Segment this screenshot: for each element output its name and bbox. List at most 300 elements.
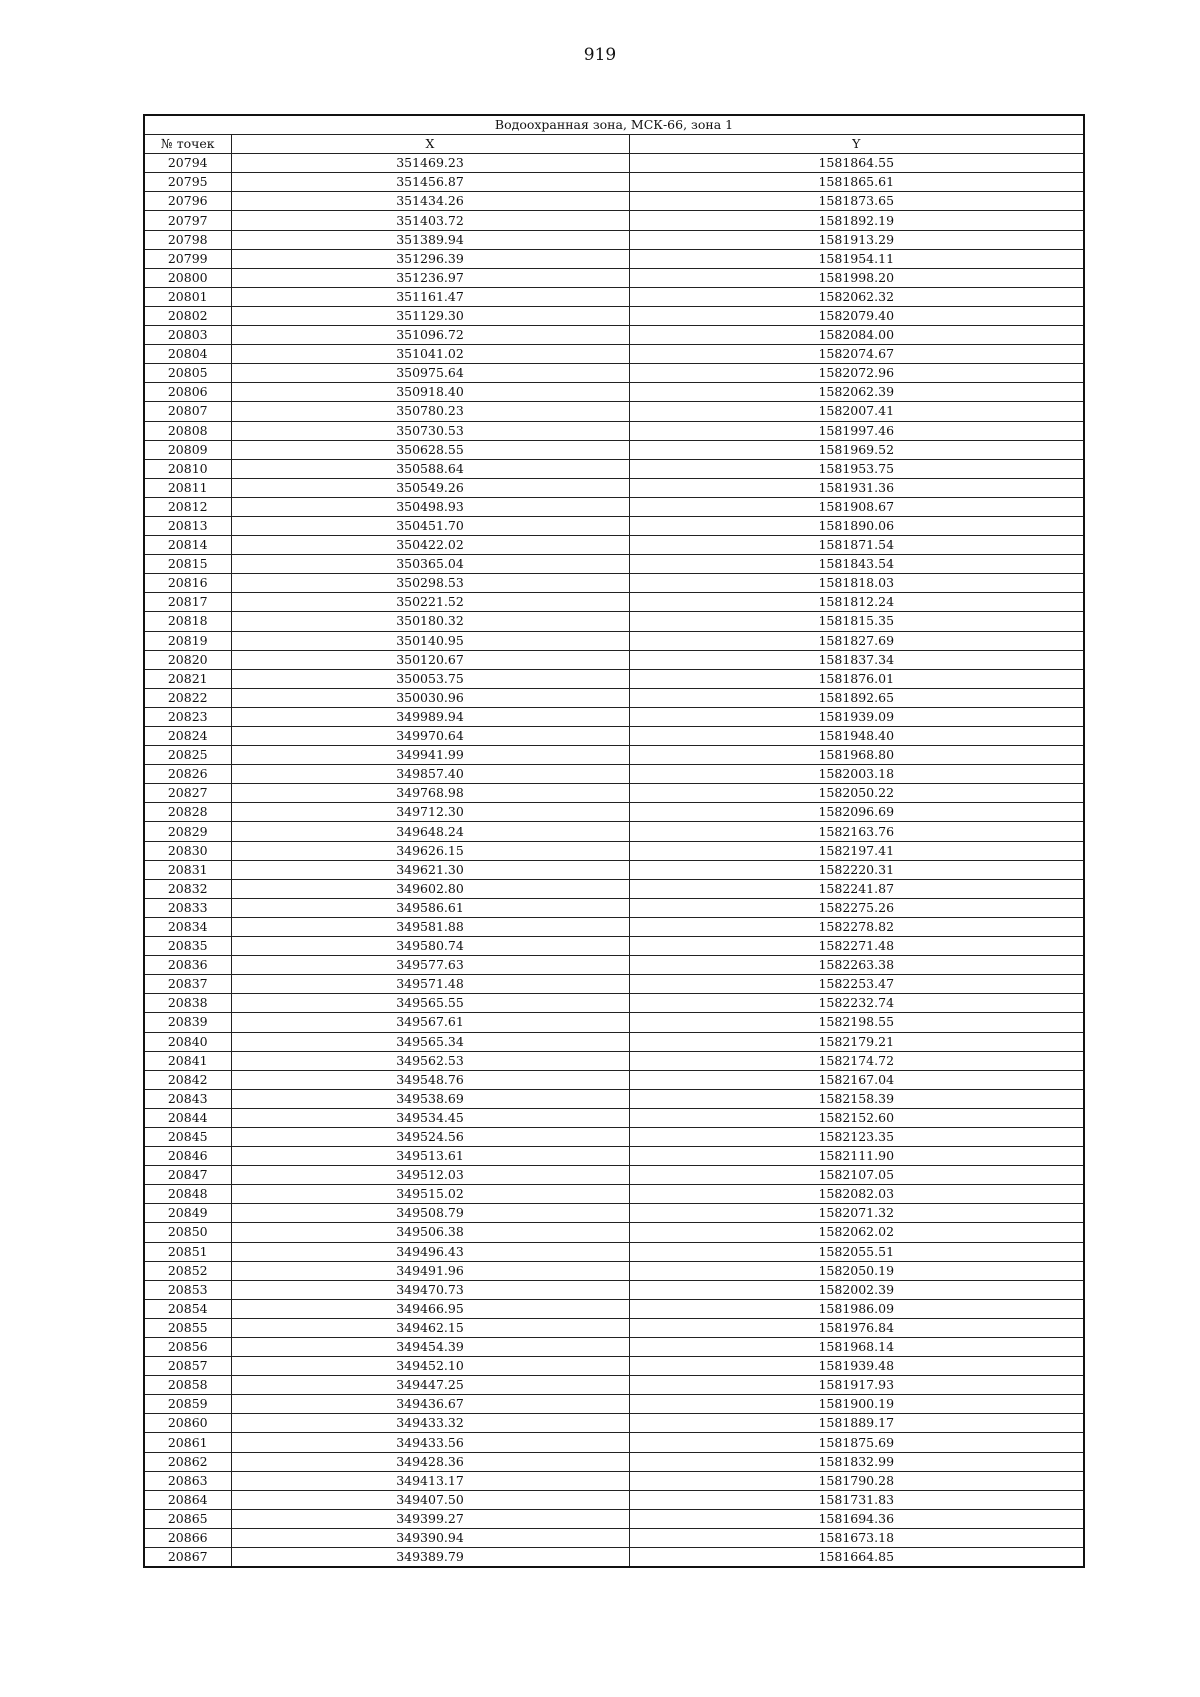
x-coordinate-cell: 350451.70 xyxy=(231,516,629,535)
x-coordinate-cell: 349462.15 xyxy=(231,1318,629,1337)
y-coordinate-cell: 1582003.18 xyxy=(629,765,1084,784)
y-coordinate-cell: 1582152.60 xyxy=(629,1108,1084,1127)
table-row xyxy=(144,784,1084,803)
x-coordinate-cell: 349496.43 xyxy=(231,1242,629,1261)
x-coordinate-cell: 349524.56 xyxy=(231,1127,629,1146)
table-row xyxy=(144,1108,1084,1127)
table-row xyxy=(144,230,1084,249)
x-coordinate-cell: 349567.61 xyxy=(231,1013,629,1032)
table-row xyxy=(144,1051,1084,1070)
y-coordinate-cell: 1582082.03 xyxy=(629,1185,1084,1204)
x-coordinate-cell: 350588.64 xyxy=(231,459,629,478)
x-coordinate-cell: 349470.73 xyxy=(231,1280,629,1299)
x-coordinate-cell: 349580.74 xyxy=(231,937,629,956)
table-row xyxy=(144,1433,1084,1452)
y-coordinate-cell: 1581939.48 xyxy=(629,1357,1084,1376)
point-number-cell: 20824 xyxy=(144,727,231,746)
point-number-cell: 20855 xyxy=(144,1318,231,1337)
x-coordinate-cell: 350140.95 xyxy=(231,631,629,650)
point-number-cell: 20821 xyxy=(144,669,231,688)
point-number-cell: 20794 xyxy=(144,154,231,173)
x-coordinate-cell: 350628.55 xyxy=(231,440,629,459)
table-row xyxy=(144,249,1084,268)
y-coordinate-cell: 1581969.52 xyxy=(629,440,1084,459)
x-coordinate-cell: 349447.25 xyxy=(231,1376,629,1395)
table-row xyxy=(144,631,1084,650)
y-coordinate-cell: 1581818.03 xyxy=(629,574,1084,593)
x-coordinate-cell: 349626.15 xyxy=(231,841,629,860)
y-coordinate-cell: 1581917.93 xyxy=(629,1376,1084,1395)
x-coordinate-cell: 349413.17 xyxy=(231,1471,629,1490)
table-row xyxy=(144,211,1084,230)
x-coordinate-cell: 349577.63 xyxy=(231,956,629,975)
x-coordinate-cell: 349970.64 xyxy=(231,727,629,746)
table-row xyxy=(144,345,1084,364)
x-coordinate-cell: 349989.94 xyxy=(231,707,629,726)
point-number-cell: 20808 xyxy=(144,421,231,440)
point-number-cell: 20804 xyxy=(144,345,231,364)
x-coordinate-cell: 349534.45 xyxy=(231,1108,629,1127)
table-row xyxy=(144,1166,1084,1185)
point-number-cell: 20811 xyxy=(144,478,231,497)
y-coordinate-cell: 1582096.69 xyxy=(629,803,1084,822)
y-coordinate-cell: 1581968.14 xyxy=(629,1338,1084,1357)
y-coordinate-cell: 1582232.74 xyxy=(629,994,1084,1013)
x-coordinate-cell: 351434.26 xyxy=(231,192,629,211)
table-row xyxy=(144,1070,1084,1089)
point-number-cell: 20856 xyxy=(144,1338,231,1357)
point-number-cell: 20846 xyxy=(144,1147,231,1166)
x-coordinate-cell: 349433.56 xyxy=(231,1433,629,1452)
table-body xyxy=(144,154,1084,1567)
point-number-cell: 20818 xyxy=(144,612,231,631)
x-coordinate-cell: 350918.40 xyxy=(231,383,629,402)
point-number-cell: 20796 xyxy=(144,192,231,211)
y-coordinate-cell: 1581790.28 xyxy=(629,1471,1084,1490)
x-coordinate-cell: 349515.02 xyxy=(231,1185,629,1204)
table-row xyxy=(144,383,1084,402)
table-row xyxy=(144,459,1084,478)
y-coordinate-cell: 1582179.21 xyxy=(629,1032,1084,1051)
table-row xyxy=(144,1414,1084,1433)
table-row xyxy=(144,994,1084,1013)
point-number-cell: 20860 xyxy=(144,1414,231,1433)
table-row xyxy=(144,1127,1084,1146)
point-number-cell: 20867 xyxy=(144,1548,231,1568)
table-row xyxy=(144,536,1084,555)
y-coordinate-cell: 1582071.32 xyxy=(629,1204,1084,1223)
point-number-cell: 20847 xyxy=(144,1166,231,1185)
table-row xyxy=(144,1185,1084,1204)
y-coordinate-cell: 1581843.54 xyxy=(629,555,1084,574)
table-row xyxy=(144,1318,1084,1337)
table-row xyxy=(144,612,1084,631)
y-coordinate-cell: 1582271.48 xyxy=(629,937,1084,956)
x-coordinate-cell: 349428.36 xyxy=(231,1452,629,1471)
point-number-cell: 20825 xyxy=(144,746,231,765)
table-row xyxy=(144,1452,1084,1471)
y-coordinate-cell: 1582007.41 xyxy=(629,402,1084,421)
point-number-cell: 20838 xyxy=(144,994,231,1013)
table-row xyxy=(144,937,1084,956)
table-row xyxy=(144,917,1084,936)
point-number-cell: 20823 xyxy=(144,707,231,726)
point-number-cell: 20845 xyxy=(144,1127,231,1146)
x-coordinate-cell: 350780.23 xyxy=(231,402,629,421)
point-number-cell: 20820 xyxy=(144,650,231,669)
y-coordinate-cell: 1581931.36 xyxy=(629,478,1084,497)
point-number-cell: 20807 xyxy=(144,402,231,421)
point-number-cell: 20830 xyxy=(144,841,231,860)
point-number-cell: 20814 xyxy=(144,536,231,555)
y-coordinate-cell: 1582062.39 xyxy=(629,383,1084,402)
x-coordinate-cell: 351041.02 xyxy=(231,345,629,364)
y-coordinate-cell: 1581731.83 xyxy=(629,1490,1084,1509)
x-coordinate-cell: 350498.93 xyxy=(231,497,629,516)
y-coordinate-cell: 1582107.05 xyxy=(629,1166,1084,1185)
y-coordinate-cell: 1581976.84 xyxy=(629,1318,1084,1337)
x-coordinate-cell: 349548.76 xyxy=(231,1070,629,1089)
y-coordinate-cell: 1581865.61 xyxy=(629,173,1084,192)
x-coordinate-cell: 349586.61 xyxy=(231,898,629,917)
x-coordinate-cell: 351456.87 xyxy=(231,173,629,192)
y-coordinate-cell: 1582197.41 xyxy=(629,841,1084,860)
y-coordinate-cell: 1582263.38 xyxy=(629,956,1084,975)
table-row xyxy=(144,1299,1084,1318)
y-coordinate-cell: 1581948.40 xyxy=(629,727,1084,746)
x-coordinate-cell: 349452.10 xyxy=(231,1357,629,1376)
y-coordinate-cell: 1581673.18 xyxy=(629,1528,1084,1547)
y-coordinate-cell: 1581892.65 xyxy=(629,688,1084,707)
y-coordinate-cell: 1582055.51 xyxy=(629,1242,1084,1261)
x-coordinate-cell: 349621.30 xyxy=(231,860,629,879)
point-number-cell: 20812 xyxy=(144,497,231,516)
y-coordinate-cell: 1582253.47 xyxy=(629,975,1084,994)
table-row xyxy=(144,1548,1084,1568)
table-row xyxy=(144,154,1084,173)
x-coordinate-cell: 349466.95 xyxy=(231,1299,629,1318)
y-coordinate-cell: 1581864.55 xyxy=(629,154,1084,173)
table-row xyxy=(144,440,1084,459)
y-coordinate-cell: 1581892.19 xyxy=(629,211,1084,230)
table-row xyxy=(144,1204,1084,1223)
y-coordinate-cell: 1581876.01 xyxy=(629,669,1084,688)
point-number-cell: 20854 xyxy=(144,1299,231,1318)
point-number-cell: 20864 xyxy=(144,1490,231,1509)
x-coordinate-cell: 351129.30 xyxy=(231,306,629,325)
y-coordinate-cell: 1581664.85 xyxy=(629,1548,1084,1568)
point-number-cell: 20862 xyxy=(144,1452,231,1471)
y-coordinate-cell: 1581889.17 xyxy=(629,1414,1084,1433)
point-number-cell: 20836 xyxy=(144,956,231,975)
y-coordinate-cell: 1582174.72 xyxy=(629,1051,1084,1070)
table-row xyxy=(144,879,1084,898)
point-number-cell: 20798 xyxy=(144,230,231,249)
x-coordinate-cell: 349454.39 xyxy=(231,1338,629,1357)
x-coordinate-cell: 351161.47 xyxy=(231,287,629,306)
point-number-cell: 20801 xyxy=(144,287,231,306)
point-number-cell: 20842 xyxy=(144,1070,231,1089)
point-number-cell: 20833 xyxy=(144,898,231,917)
point-number-cell: 20797 xyxy=(144,211,231,230)
y-coordinate-cell: 1581997.46 xyxy=(629,421,1084,440)
x-coordinate-cell: 349565.55 xyxy=(231,994,629,1013)
point-number-cell: 20829 xyxy=(144,822,231,841)
point-number-cell: 20852 xyxy=(144,1261,231,1280)
table-row xyxy=(144,688,1084,707)
x-coordinate-cell: 349581.88 xyxy=(231,917,629,936)
y-coordinate-cell: 1581827.69 xyxy=(629,631,1084,650)
table-row xyxy=(144,803,1084,822)
x-coordinate-cell: 349648.24 xyxy=(231,822,629,841)
point-number-cell: 20848 xyxy=(144,1185,231,1204)
table-row xyxy=(144,478,1084,497)
y-coordinate-cell: 1581954.11 xyxy=(629,249,1084,268)
x-coordinate-cell: 350053.75 xyxy=(231,669,629,688)
x-coordinate-cell: 349565.34 xyxy=(231,1032,629,1051)
point-number-cell: 20839 xyxy=(144,1013,231,1032)
point-number-cell: 20851 xyxy=(144,1242,231,1261)
coordinates-table xyxy=(143,114,1085,1568)
x-coordinate-cell: 350120.67 xyxy=(231,650,629,669)
table-row xyxy=(144,1280,1084,1299)
y-coordinate-cell: 1581875.69 xyxy=(629,1433,1084,1452)
table-row xyxy=(144,841,1084,860)
table-row xyxy=(144,727,1084,746)
table-row xyxy=(144,707,1084,726)
x-coordinate-cell: 349571.48 xyxy=(231,975,629,994)
x-coordinate-cell: 351236.97 xyxy=(231,268,629,287)
point-number-cell: 20841 xyxy=(144,1051,231,1070)
x-coordinate-cell: 349712.30 xyxy=(231,803,629,822)
table-row xyxy=(144,975,1084,994)
x-coordinate-cell: 349389.79 xyxy=(231,1548,629,1568)
y-coordinate-cell: 1582050.22 xyxy=(629,784,1084,803)
table-row xyxy=(144,1338,1084,1357)
x-coordinate-cell: 351389.94 xyxy=(231,230,629,249)
table-row xyxy=(144,1395,1084,1414)
x-coordinate-cell: 350180.32 xyxy=(231,612,629,631)
table-row xyxy=(144,364,1084,383)
table-row xyxy=(144,898,1084,917)
table-row xyxy=(144,192,1084,211)
x-coordinate-cell: 351296.39 xyxy=(231,249,629,268)
x-coordinate-cell: 350221.52 xyxy=(231,593,629,612)
column-header-point-number: № точек xyxy=(144,135,231,154)
x-coordinate-cell: 349538.69 xyxy=(231,1089,629,1108)
point-number-cell: 20832 xyxy=(144,879,231,898)
table-row xyxy=(144,555,1084,574)
point-number-cell: 20803 xyxy=(144,326,231,345)
point-number-cell: 20861 xyxy=(144,1433,231,1452)
point-number-cell: 20831 xyxy=(144,860,231,879)
y-coordinate-cell: 1581900.19 xyxy=(629,1395,1084,1414)
x-coordinate-cell: 349390.94 xyxy=(231,1528,629,1547)
table-row xyxy=(144,287,1084,306)
y-coordinate-cell: 1582062.32 xyxy=(629,287,1084,306)
y-coordinate-cell: 1581873.65 xyxy=(629,192,1084,211)
point-number-cell: 20840 xyxy=(144,1032,231,1051)
table-row xyxy=(144,765,1084,784)
y-coordinate-cell: 1582074.67 xyxy=(629,345,1084,364)
point-number-cell: 20809 xyxy=(144,440,231,459)
x-coordinate-cell: 349857.40 xyxy=(231,765,629,784)
point-number-cell: 20822 xyxy=(144,688,231,707)
table-row xyxy=(144,497,1084,516)
x-coordinate-cell: 350422.02 xyxy=(231,536,629,555)
point-number-cell: 20805 xyxy=(144,364,231,383)
point-number-cell: 20859 xyxy=(144,1395,231,1414)
x-coordinate-cell: 351403.72 xyxy=(231,211,629,230)
table-row xyxy=(144,1013,1084,1032)
table-title: Водоохранная зона, МСК-66, зона 1 xyxy=(144,115,1084,135)
point-number-cell: 20828 xyxy=(144,803,231,822)
y-coordinate-cell: 1581986.09 xyxy=(629,1299,1084,1318)
y-coordinate-cell: 1582002.39 xyxy=(629,1280,1084,1299)
x-coordinate-cell: 351096.72 xyxy=(231,326,629,345)
y-coordinate-cell: 1582167.04 xyxy=(629,1070,1084,1089)
x-coordinate-cell: 350298.53 xyxy=(231,574,629,593)
y-coordinate-cell: 1582275.26 xyxy=(629,898,1084,917)
point-number-cell: 20813 xyxy=(144,516,231,535)
table-row xyxy=(144,860,1084,879)
table-row xyxy=(144,1147,1084,1166)
point-number-cell: 20800 xyxy=(144,268,231,287)
x-coordinate-cell: 350549.26 xyxy=(231,478,629,497)
point-number-cell: 20853 xyxy=(144,1280,231,1299)
table-row xyxy=(144,268,1084,287)
y-coordinate-cell: 1582072.96 xyxy=(629,364,1084,383)
point-number-cell: 20837 xyxy=(144,975,231,994)
point-number-cell: 20849 xyxy=(144,1204,231,1223)
table-row xyxy=(144,574,1084,593)
y-coordinate-cell: 1581968.80 xyxy=(629,746,1084,765)
table-row xyxy=(144,1471,1084,1490)
x-coordinate-cell: 349562.53 xyxy=(231,1051,629,1070)
point-number-cell: 20850 xyxy=(144,1223,231,1242)
y-coordinate-cell: 1582220.31 xyxy=(629,860,1084,879)
y-coordinate-cell: 1581953.75 xyxy=(629,459,1084,478)
x-coordinate-cell: 349436.67 xyxy=(231,1395,629,1414)
table-row xyxy=(144,1490,1084,1509)
point-number-cell: 20795 xyxy=(144,173,231,192)
y-coordinate-cell: 1581939.09 xyxy=(629,707,1084,726)
x-coordinate-cell: 350365.04 xyxy=(231,555,629,574)
y-coordinate-cell: 1582079.40 xyxy=(629,306,1084,325)
y-coordinate-cell: 1582163.76 xyxy=(629,822,1084,841)
y-coordinate-cell: 1582123.35 xyxy=(629,1127,1084,1146)
y-coordinate-cell: 1581694.36 xyxy=(629,1509,1084,1528)
y-coordinate-cell: 1581998.20 xyxy=(629,268,1084,287)
x-coordinate-cell: 349433.32 xyxy=(231,1414,629,1433)
table-row xyxy=(144,1357,1084,1376)
point-number-cell: 20815 xyxy=(144,555,231,574)
x-coordinate-cell: 350730.53 xyxy=(231,421,629,440)
x-coordinate-cell: 349491.96 xyxy=(231,1261,629,1280)
page-number: 919 xyxy=(583,45,617,65)
y-coordinate-cell: 1581890.06 xyxy=(629,516,1084,535)
y-coordinate-cell: 1582111.90 xyxy=(629,1147,1084,1166)
x-coordinate-cell: 349602.80 xyxy=(231,879,629,898)
point-number-cell: 20826 xyxy=(144,765,231,784)
x-coordinate-cell: 349506.38 xyxy=(231,1223,629,1242)
y-coordinate-cell: 1582062.02 xyxy=(629,1223,1084,1242)
point-number-cell: 20827 xyxy=(144,784,231,803)
point-number-cell: 20806 xyxy=(144,383,231,402)
table-row xyxy=(144,1261,1084,1280)
table-row xyxy=(144,1242,1084,1261)
table-row xyxy=(144,650,1084,669)
x-coordinate-cell: 349399.27 xyxy=(231,1509,629,1528)
table-row xyxy=(144,822,1084,841)
table-row xyxy=(144,402,1084,421)
y-coordinate-cell: 1582241.87 xyxy=(629,879,1084,898)
point-number-cell: 20817 xyxy=(144,593,231,612)
point-number-cell: 20865 xyxy=(144,1509,231,1528)
point-number-cell: 20866 xyxy=(144,1528,231,1547)
point-number-cell: 20799 xyxy=(144,249,231,268)
x-coordinate-cell: 349508.79 xyxy=(231,1204,629,1223)
y-coordinate-cell: 1581871.54 xyxy=(629,536,1084,555)
table-row xyxy=(144,1032,1084,1051)
y-coordinate-cell: 1581913.29 xyxy=(629,230,1084,249)
table-row xyxy=(144,1089,1084,1108)
x-coordinate-cell: 349513.61 xyxy=(231,1147,629,1166)
point-number-cell: 20863 xyxy=(144,1471,231,1490)
table-row xyxy=(144,326,1084,345)
y-coordinate-cell: 1582278.82 xyxy=(629,917,1084,936)
point-number-cell: 20858 xyxy=(144,1376,231,1395)
y-coordinate-cell: 1581815.35 xyxy=(629,612,1084,631)
table-row xyxy=(144,1528,1084,1547)
table-row xyxy=(144,746,1084,765)
y-coordinate-cell: 1582198.55 xyxy=(629,1013,1084,1032)
point-number-cell: 20816 xyxy=(144,574,231,593)
x-coordinate-cell: 349941.99 xyxy=(231,746,629,765)
table-row xyxy=(144,306,1084,325)
x-coordinate-cell: 351469.23 xyxy=(231,154,629,173)
point-number-cell: 20857 xyxy=(144,1357,231,1376)
table-row xyxy=(144,956,1084,975)
x-coordinate-cell: 349407.50 xyxy=(231,1490,629,1509)
x-coordinate-cell: 349768.98 xyxy=(231,784,629,803)
table-row xyxy=(144,173,1084,192)
column-header-x: X xyxy=(231,135,629,154)
y-coordinate-cell: 1582084.00 xyxy=(629,326,1084,345)
table-row xyxy=(144,421,1084,440)
point-number-cell: 20844 xyxy=(144,1108,231,1127)
x-coordinate-cell: 349512.03 xyxy=(231,1166,629,1185)
x-coordinate-cell: 350030.96 xyxy=(231,688,629,707)
point-number-cell: 20802 xyxy=(144,306,231,325)
y-coordinate-cell: 1581837.34 xyxy=(629,650,1084,669)
table-row xyxy=(144,669,1084,688)
table-row xyxy=(144,1223,1084,1242)
table-header-row xyxy=(144,135,1084,154)
point-number-cell: 20834 xyxy=(144,917,231,936)
table-row xyxy=(144,1376,1084,1395)
x-coordinate-cell: 350975.64 xyxy=(231,364,629,383)
point-number-cell: 20835 xyxy=(144,937,231,956)
point-number-cell: 20810 xyxy=(144,459,231,478)
table-row xyxy=(144,1509,1084,1528)
y-coordinate-cell: 1581908.67 xyxy=(629,497,1084,516)
point-number-cell: 20843 xyxy=(144,1089,231,1108)
y-coordinate-cell: 1582158.39 xyxy=(629,1089,1084,1108)
table-row xyxy=(144,516,1084,535)
y-coordinate-cell: 1581832.99 xyxy=(629,1452,1084,1471)
table-row xyxy=(144,593,1084,612)
